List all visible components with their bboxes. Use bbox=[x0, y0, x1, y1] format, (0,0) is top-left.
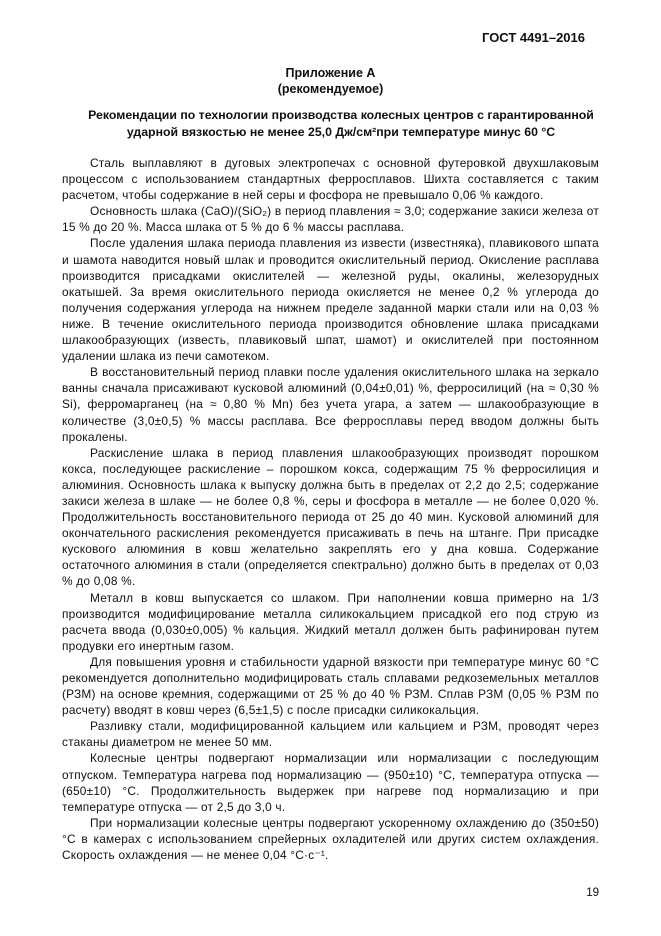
appendix-title: Приложение А bbox=[285, 66, 376, 80]
document-id: ГОСТ 4491–2016 bbox=[482, 30, 585, 45]
body-text bbox=[62, 155, 599, 863]
appendix-heading bbox=[0, 65, 661, 97]
appendix-subtitle: (рекомендуемое) bbox=[277, 82, 384, 96]
paragraph: Основность шлака (CaO)/(SiO₂) в период плавления ≈ 3,0; содержание закиси железа от 15 % до 20 %. Масса шлака от 5 % до 6 % массы расплава. bbox=[62, 204, 599, 235]
paragraph: Металл в ковш выпускается со шлаком. При наполнении ковша примерно на 1/3 производится модифицирование металла силикокальцием присадкой его под струю из расчета ввода (0,030±0,005) % кальция. Жидкий металл должен быть рафинирован путем продувки его инертным газом. bbox=[62, 590, 599, 653]
section-title: Рекомендации по технологии производства колесных центров с гарантированной ударной вязкостью не менее 25,0 Дж/см²при температуре минус 60 °C bbox=[88, 108, 594, 139]
paragraph: В восстановительный период плавки после удаления окислительного шлака на зеркало ванны сначала присаживают кусковой алюминий (0,04±0,01) %, ферросилиций (на ≈ 0,30 % Si), ферромарганец (на ≈ 0,80 % Mn) без учета угара, а затем — шлакообразующие в количестве (3,0±0,5) % массы расплава. Все ферросплавы перед вводом должны быть прокалены. bbox=[62, 365, 599, 444]
page-number: 19 bbox=[586, 887, 599, 899]
paragraph: Раскисление шлака в период плавления шлакообразующих производят порошком кокса, последующее раскисление – порошком кокса, содержащим 75 % ферросилиция и алюминия. Основность шлака к выпуску должна быть в пределах от 2,2 до 2,5; содержание закиси железа в шлаке — не более 0,8 %, серы и фосфора в металле — не более 0,020 %. Продолжительность восстановительного периода от 25 до 40 мин. Кусковой алюминий для окончательного раскисления рекомендуется присаживать в печь на штанге. При присадке кускового алюминия в ковш желательно закреплять его у дна ковша. Содержание остаточного алюминия в стали (определяется спектрально) должно быть в пределах от 0,03 % до 0,08 %. bbox=[62, 445, 599, 589]
paragraph: Для повышения уровня и стабильности ударной вязкости при температуре минус 60 °C рекомендуется дополнительно модифицировать сталь сплавами редкоземельных металлов (РЗМ) на основе кремния, содержащими от 25 % до 40 % РЗМ. Сплав РЗМ (0,05 % РЗМ по расчету) вводят в ковш через (6,5±1,5) с после присадки силикокальция. bbox=[62, 654, 599, 718]
paragraph: После удаления шлака периода плавления из извести (известняка), плавикового шпата и шамота наводится новый шлак и проводится окислительный период. Окисление расплава производится присадками окислителей — железной руды, окалины, железорудных окатышей. За время окислительного периода окисляется не менее 0,2 % углерода до получения содержания углерода на нижнем пределе заданной марки стали или на 0,03 % ниже. В течение окислительного периода производится обновление шлака присадками шлакообразующих (известь, плавиковый шпат, шамот) и окислителей при постоянном удалении шлака из печи самотеком. bbox=[62, 236, 599, 364]
paragraph: Сталь выплавляют в дуговых электропечах с основной футеровкой двухшлаковым процессом с использованием стандартных ферросплавов. Шихта составляется с таким расчетом, чтобы содержание в ней серы и фосфора не превышало 0,06 % каждого. bbox=[62, 156, 599, 203]
paragraph: Колесные центры подвергают нормализации или нормализации с последующим отпуском. Температура нагрева под нормализацию — (950±10) °C, температура отпуска — (650±10) °C. Продолжительность выдержек при нагреве под нормализацию и при температуре отпуска — от 2,5 до 3,0 ч. bbox=[62, 751, 599, 814]
paragraph: При нормализации колесные центры подвергают ускоренному охлаждению до (350±50) °C в камерах с использованием спрейерных охладителей или других систем охлаждения. Скорость охлаждения — не менее 0,04 °C·с⁻¹. bbox=[62, 815, 599, 863]
paragraph: Разливку стали, модифицированной кальцием или кальцием и РЗМ, проводят через стаканы диаметром не менее 50 мм. bbox=[62, 719, 599, 750]
